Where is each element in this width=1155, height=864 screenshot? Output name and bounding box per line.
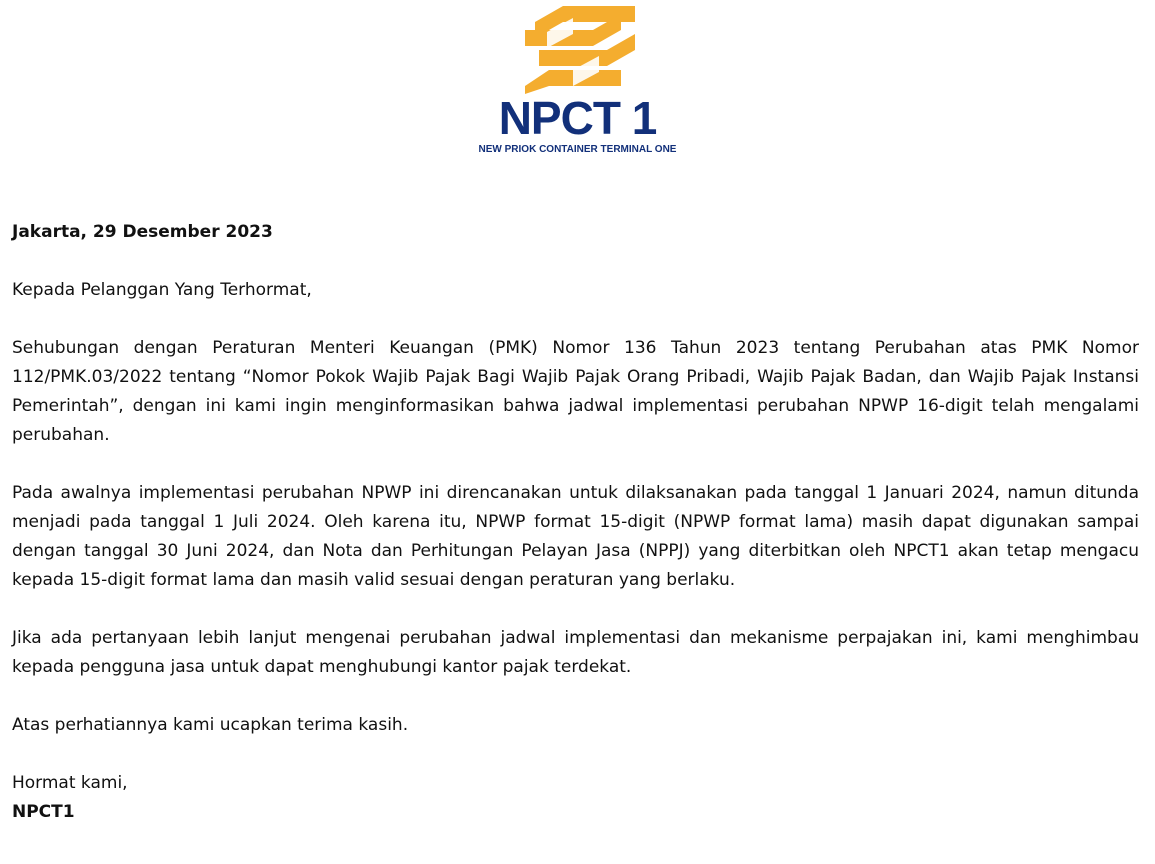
- spacer: [12, 450, 1139, 479]
- spacer: [12, 740, 1139, 769]
- letter-date: Jakarta, 29 Desember 2023: [12, 222, 273, 242]
- spacer: [12, 305, 1139, 334]
- spacer: [12, 247, 1139, 276]
- letter-signature-organization: NPCT1: [12, 802, 75, 822]
- letter-paragraph-1: Sehubungan dengan Peraturan Menteri Keuangan (PMK) Nomor 136 Tahun 2023 tentang Perubahan atas PMK Nomor 112/PMK.03/2022 tentang “Nomor Pokok Wajib Pajak Bagi Wajib Pajak Orang Pribadi, Wajib Pajak Badan, dan Wajib Pajak Instansi Pemerintah”, dengan ini kami ingin menginformasikan bahwa jadwal implementasi perubahan NPWP 16-digit telah mengalami perubahan.: [12, 338, 1139, 445]
- letter-salutation: Kepada Pelanggan Yang Terhormat,: [12, 280, 312, 300]
- npct1-logo-mark-icon: [525, 6, 635, 94]
- letter-thanks: Atas perhatiannya kami ucapkan terima kasih.: [12, 715, 409, 735]
- npct1-logo-wordmark: NPCT 1: [498, 92, 657, 144]
- spacer: [12, 595, 1139, 624]
- npct1-logo: [455, 0, 700, 160]
- letter-paragraph-3: Jika ada pertanyaan lebih lanjut mengenai perubahan jadwal implementasi dan mekanisme perpajakan ini, kami menghimbau kepada pengguna jasa untuk dapat menghubungi kantor pajak terdekat.: [12, 628, 1139, 677]
- letter-body: [12, 218, 1139, 827]
- letter-paragraph-2: Pada awalnya implementasi perubahan NPWP ini direncanakan untuk dilaksanakan pada tanggal 1 Januari 2024, namun ditunda menjadi pada tanggal 1 Juli 2024. Oleh karena itu, NPWP format 15-digit (NPWP format lama) masih dapat digunakan sampai dengan tanggal 30 Juni 2024, dan Nota dan Perhitungan Pelayan Jasa (NPPJ) yang diterbitkan oleh NPCT1 akan tetap mengacu kepada 15-digit format lama dan masih valid sesuai dengan peraturan yang berlaku.: [12, 483, 1139, 590]
- spacer: [12, 682, 1139, 711]
- npct1-logo-tagline: NEW PRIOK CONTAINER TERMINAL ONE: [478, 144, 677, 155]
- letter-closing: Hormat kami,: [12, 773, 128, 793]
